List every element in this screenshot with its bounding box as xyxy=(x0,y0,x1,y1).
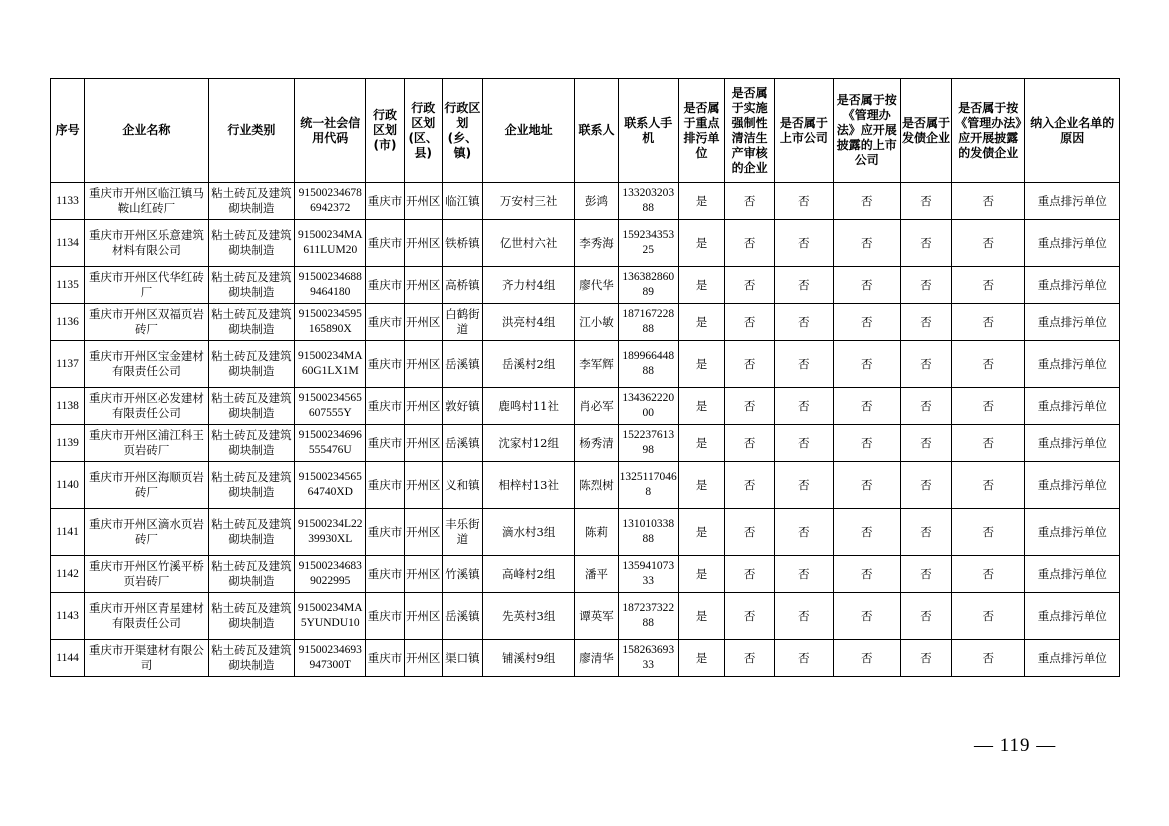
cell-seq: 1133 xyxy=(51,183,85,220)
cell-reason: 重点排污单位 xyxy=(1025,556,1120,593)
cell-pollutant: 是 xyxy=(678,341,724,388)
header-town: 行政区划(乡、镇) xyxy=(442,79,482,183)
cell-bond: 否 xyxy=(900,220,951,267)
cell-bond: 否 xyxy=(900,462,951,509)
cell-listed: 否 xyxy=(775,183,833,220)
header-pollutant: 是否属于重点排污单位 xyxy=(678,79,724,183)
cell-clean: 否 xyxy=(725,341,775,388)
cell-reason: 重点排污单位 xyxy=(1025,593,1120,640)
cell-clean: 否 xyxy=(725,556,775,593)
cell-code: 91500234565607555Y xyxy=(295,388,366,425)
cell-seq: 1143 xyxy=(51,593,85,640)
cell-listed: 否 xyxy=(775,509,833,556)
cell-name: 重庆市开州区滴水页岩砖厂 xyxy=(85,509,209,556)
cell-clean: 否 xyxy=(725,267,775,304)
cell-pollutant: 是 xyxy=(678,640,724,677)
table-row xyxy=(51,556,1120,593)
header-name: 企业名称 xyxy=(85,79,209,183)
cell-phone: 13251170468 xyxy=(618,462,678,509)
cell-town: 岳溪镇 xyxy=(442,341,482,388)
header-bond: 是否属于发债企业 xyxy=(900,79,951,183)
cell-address: 铺溪村9组 xyxy=(482,640,574,677)
cell-district: 开州区 xyxy=(404,593,442,640)
cell-contact: 廖清华 xyxy=(575,640,618,677)
cell-city: 重庆市 xyxy=(366,556,404,593)
cell-contact: 陈烈树 xyxy=(575,462,618,509)
cell-clean: 否 xyxy=(725,593,775,640)
table-row xyxy=(51,640,1120,677)
cell-listed-disclose: 否 xyxy=(833,183,900,220)
cell-name: 重庆市开州区必发建材有限责任公司 xyxy=(85,388,209,425)
cell-town: 渠口镇 xyxy=(442,640,482,677)
cell-town: 义和镇 xyxy=(442,462,482,509)
cell-phone: 18723732288 xyxy=(618,593,678,640)
cell-phone: 15923435325 xyxy=(618,220,678,267)
cell-industry: 粘土砖瓦及建筑砌块制造 xyxy=(208,462,294,509)
cell-bond: 否 xyxy=(900,593,951,640)
cell-pollutant: 是 xyxy=(678,267,724,304)
cell-pollutant: 是 xyxy=(678,304,724,341)
header-listed: 是否属于上市公司 xyxy=(775,79,833,183)
header-address: 企业地址 xyxy=(482,79,574,183)
cell-bond: 否 xyxy=(900,183,951,220)
cell-name: 重庆市开州区双福页岩砖厂 xyxy=(85,304,209,341)
cell-code: 915002346889464180 xyxy=(295,267,366,304)
cell-seq: 1139 xyxy=(51,425,85,462)
cell-contact: 廖代华 xyxy=(575,267,618,304)
cell-contact: 潘平 xyxy=(575,556,618,593)
cell-bond: 否 xyxy=(900,341,951,388)
cell-code: 915002346786942372 xyxy=(295,183,366,220)
cell-city: 重庆市 xyxy=(366,425,404,462)
cell-reason: 重点排污单位 xyxy=(1025,509,1120,556)
cell-code: 91500234693947300T xyxy=(295,640,366,677)
cell-contact: 杨秀清 xyxy=(575,425,618,462)
header-reason: 纳入企业名单的原因 xyxy=(1025,79,1120,183)
cell-pollutant: 是 xyxy=(678,183,724,220)
cell-clean: 否 xyxy=(725,183,775,220)
cell-pollutant: 是 xyxy=(678,462,724,509)
cell-phone: 13101033888 xyxy=(618,509,678,556)
cell-bond-disclose: 否 xyxy=(952,388,1025,425)
page-number: — 119 — xyxy=(974,735,1057,756)
cell-district: 开州区 xyxy=(404,388,442,425)
table-row xyxy=(51,267,1120,304)
cell-city: 重庆市 xyxy=(366,509,404,556)
cell-reason: 重点排污单位 xyxy=(1025,220,1120,267)
cell-seq: 1136 xyxy=(51,304,85,341)
cell-phone: 13436222000 xyxy=(618,388,678,425)
cell-town: 铁桥镇 xyxy=(442,220,482,267)
cell-pollutant: 是 xyxy=(678,220,724,267)
cell-seq: 1138 xyxy=(51,388,85,425)
cell-district: 开州区 xyxy=(404,304,442,341)
cell-address: 先英村3组 xyxy=(482,593,574,640)
cell-phone: 18716722888 xyxy=(618,304,678,341)
cell-clean: 否 xyxy=(725,509,775,556)
cell-seq: 1144 xyxy=(51,640,85,677)
cell-code: 9150023456564740XD xyxy=(295,462,366,509)
cell-city: 重庆市 xyxy=(366,267,404,304)
cell-seq: 1141 xyxy=(51,509,85,556)
cell-listed: 否 xyxy=(775,304,833,341)
cell-listed: 否 xyxy=(775,425,833,462)
cell-phone: 15223761398 xyxy=(618,425,678,462)
header-district: 行政区划(区、县) xyxy=(404,79,442,183)
cell-district: 开州区 xyxy=(404,220,442,267)
table-row xyxy=(51,304,1120,341)
cell-city: 重庆市 xyxy=(366,640,404,677)
cell-bond-disclose: 否 xyxy=(952,462,1025,509)
cell-address: 万安村三社 xyxy=(482,183,574,220)
cell-clean: 否 xyxy=(725,640,775,677)
cell-bond-disclose: 否 xyxy=(952,304,1025,341)
cell-listed: 否 xyxy=(775,462,833,509)
enterprise-table xyxy=(50,78,1120,677)
cell-reason: 重点排污单位 xyxy=(1025,304,1120,341)
cell-bond: 否 xyxy=(900,556,951,593)
cell-listed: 否 xyxy=(775,640,833,677)
cell-phone: 18996644888 xyxy=(618,341,678,388)
cell-city: 重庆市 xyxy=(366,183,404,220)
cell-listed: 否 xyxy=(775,556,833,593)
cell-name: 重庆市开州区青星建材有限责任公司 xyxy=(85,593,209,640)
header-code: 统一社会信用代码 xyxy=(295,79,366,183)
cell-name: 重庆市开州区临江镇马鞍山红砖厂 xyxy=(85,183,209,220)
cell-bond-disclose: 否 xyxy=(952,640,1025,677)
cell-contact: 肖必军 xyxy=(575,388,618,425)
cell-bond-disclose: 否 xyxy=(952,556,1025,593)
cell-phone: 13638286089 xyxy=(618,267,678,304)
cell-district: 开州区 xyxy=(404,556,442,593)
cell-address: 高峰村2组 xyxy=(482,556,574,593)
cell-seq: 1137 xyxy=(51,341,85,388)
cell-reason: 重点排污单位 xyxy=(1025,267,1120,304)
cell-pollutant: 是 xyxy=(678,388,724,425)
cell-listed-disclose: 否 xyxy=(833,267,900,304)
cell-bond: 否 xyxy=(900,304,951,341)
cell-address: 相梓村13社 xyxy=(482,462,574,509)
cell-listed-disclose: 否 xyxy=(833,220,900,267)
cell-seq: 1140 xyxy=(51,462,85,509)
cell-contact: 陈莉 xyxy=(575,509,618,556)
table-row xyxy=(51,593,1120,640)
cell-clean: 否 xyxy=(725,462,775,509)
cell-industry: 粘土砖瓦及建筑砌块制造 xyxy=(208,341,294,388)
cell-name: 重庆市开州区竹溪平桥页岩砖厂 xyxy=(85,556,209,593)
cell-town: 敦好镇 xyxy=(442,388,482,425)
cell-bond-disclose: 否 xyxy=(952,183,1025,220)
cell-reason: 重点排污单位 xyxy=(1025,640,1120,677)
cell-pollutant: 是 xyxy=(678,593,724,640)
cell-town: 岳溪镇 xyxy=(442,425,482,462)
cell-city: 重庆市 xyxy=(366,593,404,640)
table-row xyxy=(51,509,1120,556)
cell-name: 重庆市开州区宝金建材有限责任公司 xyxy=(85,341,209,388)
cell-reason: 重点排污单位 xyxy=(1025,462,1120,509)
cell-listed: 否 xyxy=(775,388,833,425)
cell-listed-disclose: 否 xyxy=(833,593,900,640)
table-row xyxy=(51,341,1120,388)
cell-address: 洪亮村4组 xyxy=(482,304,574,341)
cell-listed-disclose: 否 xyxy=(833,509,900,556)
cell-seq: 1142 xyxy=(51,556,85,593)
cell-bond-disclose: 否 xyxy=(952,425,1025,462)
cell-industry: 粘土砖瓦及建筑砌块制造 xyxy=(208,509,294,556)
cell-district: 开州区 xyxy=(404,640,442,677)
header-clean: 是否属于实施强制性清洁生产审核的企业 xyxy=(725,79,775,183)
cell-name: 重庆市开州区代华红砖厂 xyxy=(85,267,209,304)
cell-contact: 彭鸿 xyxy=(575,183,618,220)
cell-city: 重庆市 xyxy=(366,220,404,267)
cell-city: 重庆市 xyxy=(366,304,404,341)
cell-city: 重庆市 xyxy=(366,462,404,509)
cell-clean: 否 xyxy=(725,388,775,425)
cell-listed: 否 xyxy=(775,267,833,304)
cell-listed-disclose: 否 xyxy=(833,462,900,509)
cell-district: 开州区 xyxy=(404,462,442,509)
cell-contact: 李军辉 xyxy=(575,341,618,388)
table-body xyxy=(51,183,1120,677)
cell-industry: 粘土砖瓦及建筑砌块制造 xyxy=(208,267,294,304)
header-city: 行政区划(市) xyxy=(366,79,404,183)
cell-code: 91500234MA611LUM20 xyxy=(295,220,366,267)
cell-contact: 谭英军 xyxy=(575,593,618,640)
table-row xyxy=(51,425,1120,462)
cell-town: 竹溪镇 xyxy=(442,556,482,593)
cell-industry: 粘土砖瓦及建筑砌块制造 xyxy=(208,183,294,220)
cell-listed-disclose: 否 xyxy=(833,341,900,388)
cell-listed-disclose: 否 xyxy=(833,640,900,677)
table-row xyxy=(51,183,1120,220)
header-seq: 序号 xyxy=(51,79,85,183)
cell-listed-disclose: 否 xyxy=(833,556,900,593)
cell-code: 91500234696555476U xyxy=(295,425,366,462)
cell-name: 重庆市开渠建材有限公司 xyxy=(85,640,209,677)
cell-code: 91500234MA60G1LX1M xyxy=(295,341,366,388)
cell-city: 重庆市 xyxy=(366,341,404,388)
cell-bond-disclose: 否 xyxy=(952,267,1025,304)
cell-district: 开州区 xyxy=(404,509,442,556)
header-phone: 联系人手机 xyxy=(618,79,678,183)
cell-listed-disclose: 否 xyxy=(833,425,900,462)
cell-bond: 否 xyxy=(900,640,951,677)
cell-address: 岳溪村2组 xyxy=(482,341,574,388)
cell-address: 鹿鸣村11社 xyxy=(482,388,574,425)
cell-industry: 粘土砖瓦及建筑砌块制造 xyxy=(208,556,294,593)
cell-town: 高桥镇 xyxy=(442,267,482,304)
cell-clean: 否 xyxy=(725,220,775,267)
cell-name: 重庆市开州区海顺页岩砖厂 xyxy=(85,462,209,509)
cell-listed: 否 xyxy=(775,220,833,267)
header-industry: 行业类别 xyxy=(208,79,294,183)
cell-reason: 重点排污单位 xyxy=(1025,388,1120,425)
cell-district: 开州区 xyxy=(404,341,442,388)
cell-industry: 粘土砖瓦及建筑砌块制造 xyxy=(208,304,294,341)
cell-industry: 粘土砖瓦及建筑砌块制造 xyxy=(208,220,294,267)
cell-industry: 粘土砖瓦及建筑砌块制造 xyxy=(208,425,294,462)
cell-district: 开州区 xyxy=(404,183,442,220)
cell-code: 91500234595165890X xyxy=(295,304,366,341)
cell-bond: 否 xyxy=(900,425,951,462)
cell-bond-disclose: 否 xyxy=(952,593,1025,640)
cell-bond: 否 xyxy=(900,267,951,304)
cell-listed-disclose: 否 xyxy=(833,388,900,425)
cell-code: 91500234MA5YUNDU10 xyxy=(295,593,366,640)
cell-seq: 1134 xyxy=(51,220,85,267)
cell-code: 91500234L2239930XL xyxy=(295,509,366,556)
header-listed-disclose: 是否属于按《管理办法》应开展披露的上市公司 xyxy=(833,79,900,183)
table-row xyxy=(51,462,1120,509)
cell-pollutant: 是 xyxy=(678,556,724,593)
cell-bond-disclose: 否 xyxy=(952,220,1025,267)
cell-code: 915002346839022995 xyxy=(295,556,366,593)
cell-district: 开州区 xyxy=(404,267,442,304)
cell-phone: 15826369333 xyxy=(618,640,678,677)
cell-industry: 粘土砖瓦及建筑砌块制造 xyxy=(208,388,294,425)
cell-listed: 否 xyxy=(775,341,833,388)
cell-reason: 重点排污单位 xyxy=(1025,425,1120,462)
cell-city: 重庆市 xyxy=(366,388,404,425)
cell-bond: 否 xyxy=(900,388,951,425)
cell-listed-disclose: 否 xyxy=(833,304,900,341)
cell-address: 齐力村4组 xyxy=(482,267,574,304)
cell-town: 丰乐街道 xyxy=(442,509,482,556)
cell-reason: 重点排污单位 xyxy=(1025,341,1120,388)
cell-bond-disclose: 否 xyxy=(952,509,1025,556)
cell-bond: 否 xyxy=(900,509,951,556)
cell-bond-disclose: 否 xyxy=(952,341,1025,388)
cell-pollutant: 是 xyxy=(678,425,724,462)
cell-name: 重庆市开州区乐意建筑材料有限公司 xyxy=(85,220,209,267)
cell-address: 亿世村六社 xyxy=(482,220,574,267)
cell-industry: 粘土砖瓦及建筑砌块制造 xyxy=(208,640,294,677)
cell-listed: 否 xyxy=(775,593,833,640)
cell-clean: 否 xyxy=(725,425,775,462)
cell-town: 临江镇 xyxy=(442,183,482,220)
cell-town: 白鹤街道 xyxy=(442,304,482,341)
cell-reason: 重点排污单位 xyxy=(1025,183,1120,220)
cell-contact: 李秀海 xyxy=(575,220,618,267)
header-contact: 联系人 xyxy=(575,79,618,183)
cell-pollutant: 是 xyxy=(678,509,724,556)
cell-district: 开州区 xyxy=(404,425,442,462)
cell-name: 重庆市开州区浦江科王页岩砖厂 xyxy=(85,425,209,462)
table-row xyxy=(51,220,1120,267)
cell-seq: 1135 xyxy=(51,267,85,304)
cell-phone: 13594107333 xyxy=(618,556,678,593)
cell-clean: 否 xyxy=(725,304,775,341)
cell-phone: 13320320388 xyxy=(618,183,678,220)
header-bond-disclose: 是否属于按《管理办法》应开展披露的发债企业 xyxy=(952,79,1025,183)
cell-contact: 江小敏 xyxy=(575,304,618,341)
cell-address: 沈家村12组 xyxy=(482,425,574,462)
cell-town: 岳溪镇 xyxy=(442,593,482,640)
header-row xyxy=(51,79,1120,183)
cell-address: 滴水村3组 xyxy=(482,509,574,556)
cell-industry: 粘土砖瓦及建筑砌块制造 xyxy=(208,593,294,640)
table-row xyxy=(51,388,1120,425)
